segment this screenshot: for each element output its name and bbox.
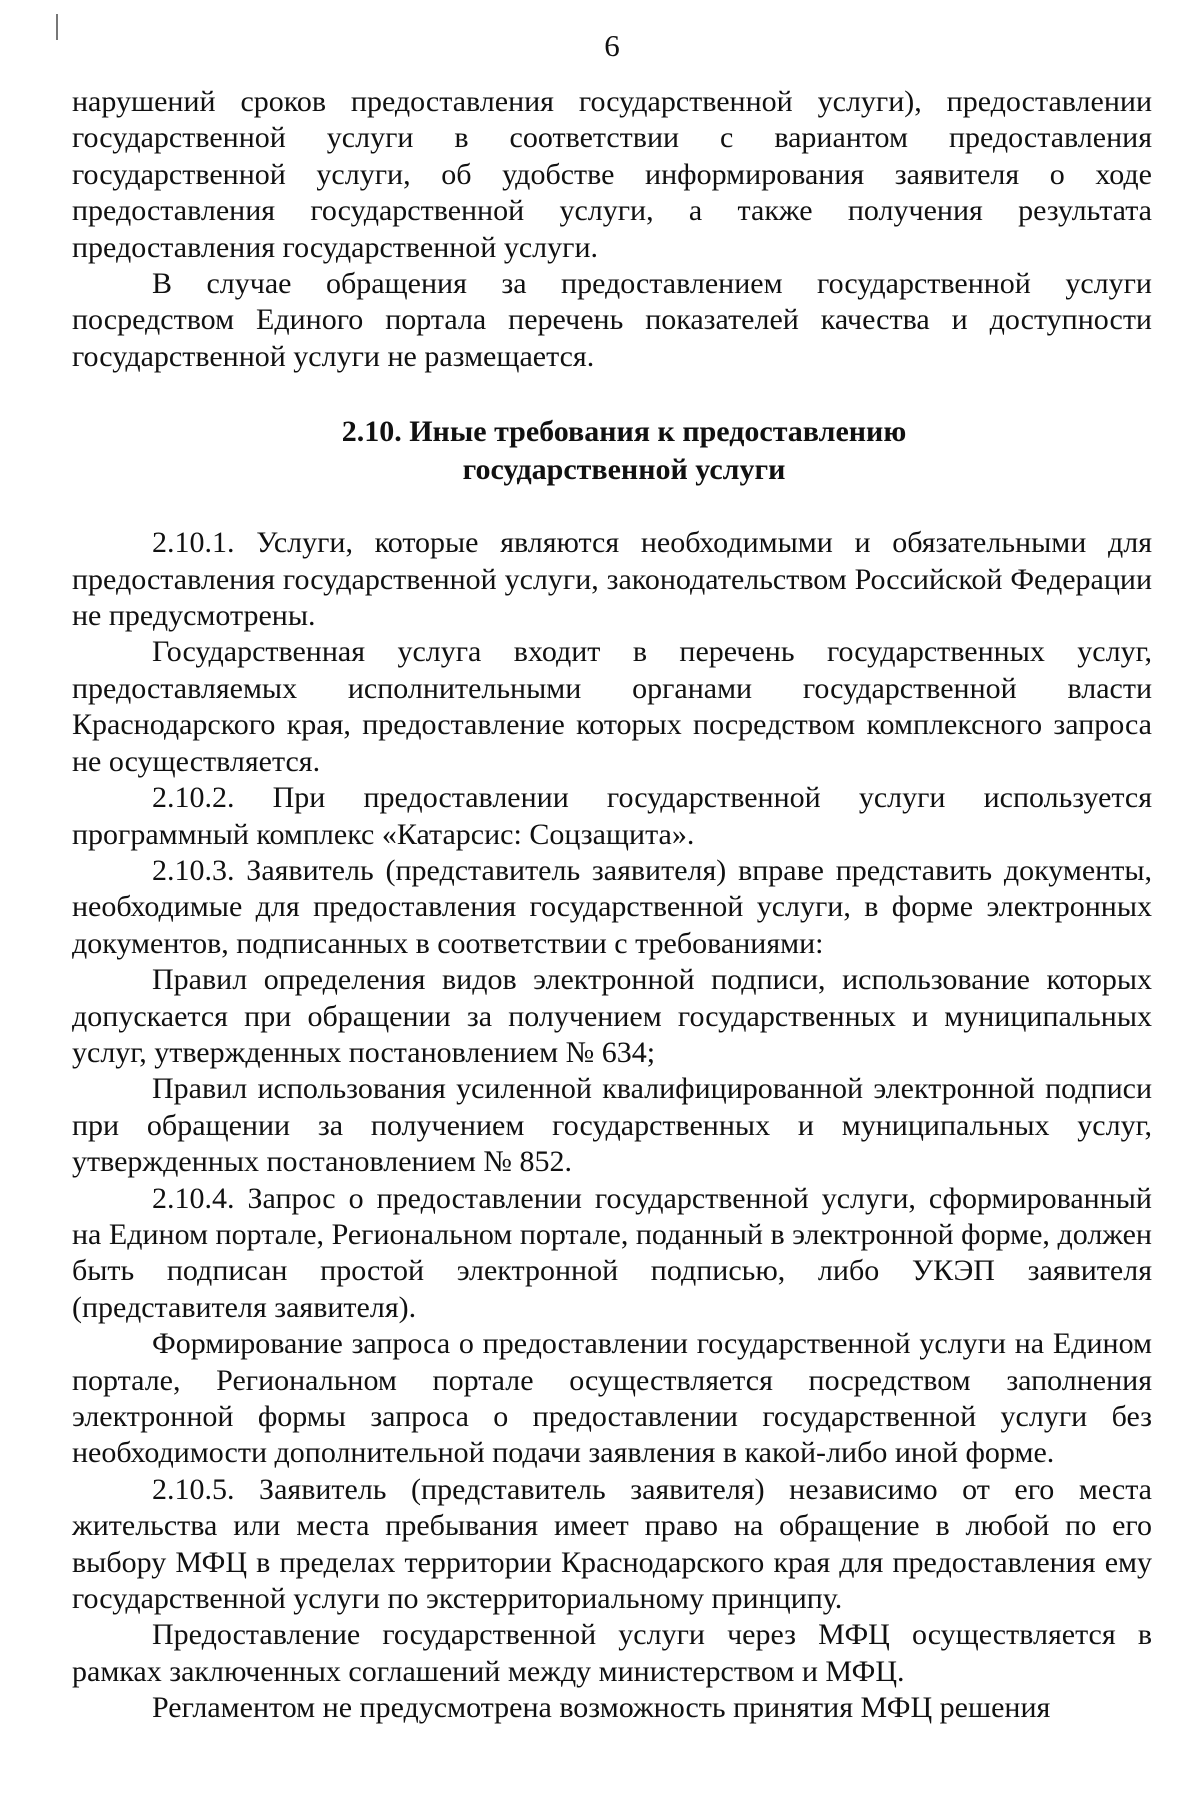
section-title: [72, 413, 1152, 489]
paragraph-continued: нарушений сроков предоставления государственной услуги), предоставлении государственной услуги в соответствии с вариантом предоставления государственной услуги, об удобстве информирования заявителя о ходе предоставления государственной услуги, а также получения результата предоставления государственной услуги.: [72, 85, 1152, 264]
paragraph: 2.10.2. При предоставлении государственной услуги используется программный комплекс «Катарсис: Соцзащита».: [72, 781, 1152, 851]
paragraph: Государственная услуга входит в перечень государственных услуг, предоставляемых исполнительными органами государственной власти Краснодарского края, предоставление которых посредством комплексного запроса не осуществляется.: [72, 635, 1152, 778]
paragraph: Правил определения видов электронной подписи, использование которых допускается при обращении за получением государственных и муниципальных услуг, утвержденных постановлением № 634;: [72, 963, 1152, 1069]
paragraph: Правил использования усиленной квалифицированной электронной подписи при обращении за получением государственных и муниципальных услуг, утвержденных постановлением № 852.: [72, 1072, 1152, 1179]
page-number: 6: [604, 28, 620, 63]
paragraph-cut-off: Регламентом не предусмотрена возможность принятия МФЦ решения: [152, 1691, 1051, 1725]
paragraph: Формирование запроса о предоставлении государственной услуги на Едином портале, Региональном портале осуществляется посредством заполнения электронной формы запроса о предоставлении государственной услуги без необходимости дополнительной подачи заявления в какой-либо иной форме.: [72, 1327, 1152, 1470]
paragraph: 2.10.3. Заявитель (представитель заявителя) вправе представить документы, необходимые для предоставления государственной услуги, в форме электронных документов, подписанных в соответствии с требованиями:: [72, 853, 1152, 960]
paragraph: 2.10.5. Заявитель (представитель заявителя) независимо от его места жительства или места пребывания имеет право на обращение в любой по его выбору МФЦ в пределах территории Краснодарского края для предоставления ему государственной услуги по экстерриториальному принципу.: [72, 1472, 1152, 1616]
section-title-line-1: 2.10. Иные требования к предоставлению: [341, 415, 907, 449]
section-title-line-2: государственной услуги: [462, 453, 786, 487]
paragraph: 2.10.4. Запрос о предоставлении государственной услуги, сформированный на Едином портале, Региональном портале, поданный в электронной форме, должен быть подписан простой электронной подписью, либо УКЭП заявителя (представителя заявителя).: [72, 1181, 1152, 1324]
document-body: [72, 84, 1152, 1727]
paragraph: 2.10.1. Услуги, которые являются необходимыми и обязательными для предоставления государственной услуги, законодательством Российской Федерации не предусмотрены.: [72, 526, 1152, 633]
paragraph: Предоставление государственной услуги через МФЦ осуществляется в рамках заключенных соглашений между министерством и МФЦ.: [72, 1618, 1152, 1688]
paragraph: В случае обращения за предоставлением государственной услуги посредством Единого портала перечень показателей качества и доступности государственной услуги не размещается.: [72, 267, 1152, 373]
